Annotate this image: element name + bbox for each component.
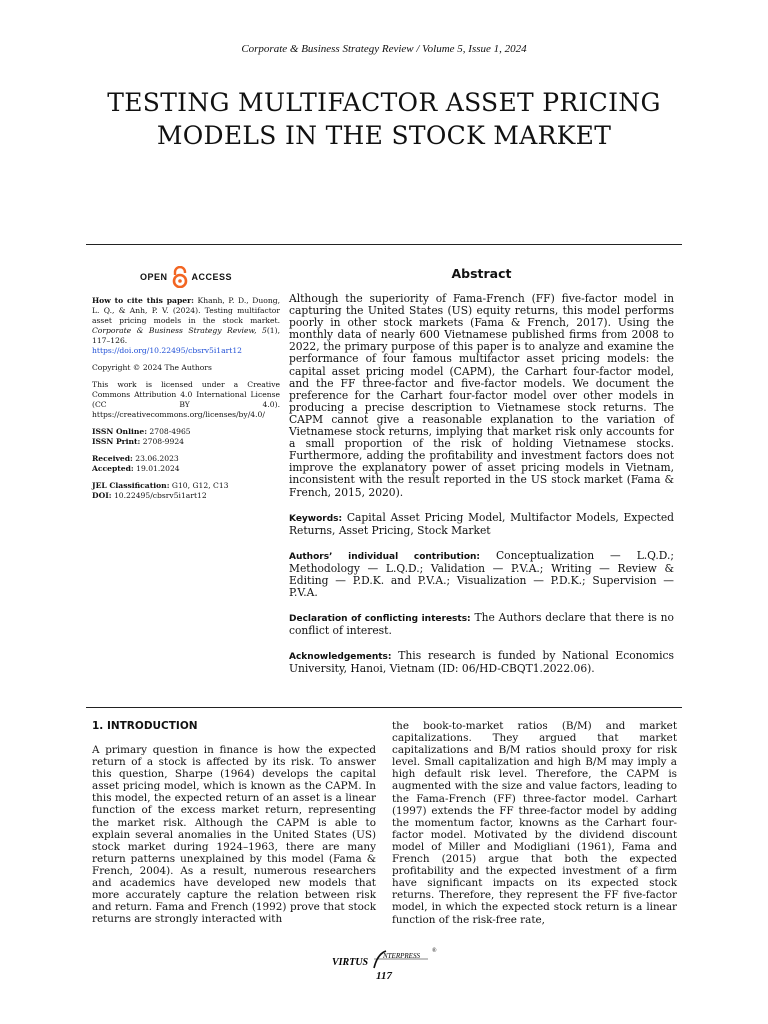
page-number: 117 — [376, 970, 392, 982]
author-contribution: Authors’ individual contribution: Conceptualization — L.Q.D.; Methodology — L.Q.D.; Validation — P.V.A.; Writing — Review & Editing — P.D.K. and P.V.A.; Visualization — P.D.K.; Supervision — P.V.A. — [289, 548, 674, 600]
section-divider — [86, 707, 682, 708]
jel-doi-info: JEL Classification: G10, G12, C13 DOI: 10.22495/cbsrv5i1art12 — [92, 481, 229, 500]
paper-title — [40, 86, 728, 152]
abstract-heading: Abstract — [451, 266, 512, 281]
abstract-body: Although the superiority of Fama-French (FF) five-factor model in capturing the United States (US) equity returns, this model performs poorly in other stock markets (Fama & French, 2017). Using the monthly data of nearly 600 Vietnamese published firms from 2008 to 2022, the primary purpose of this paper is to analyze and examine the performance of four famous multifactor asset pricing models: the capital asset pricing model (CAPM), the Carhart four-factor model, and the FF three-factor and five-factor models. We document the preference for the Carhart four-factor model over other models in producing a precise description to Vietnamese stock returns. The CAPM cannot give a reasonable explanation to the variation of Vietnamese stock returns, implying that market risk only accounts for a small proportion of the risk of holding Vietnamese stocks. Furthermore, adding the profitability and investment factors does not improve the explanatory power of asset pricing models in Vietnam, inconsistent with the result reported in the US stock market (Fama & French, 2015, 2020). — [289, 292, 674, 499]
journal-header: Corporate & Business Strategy Review / Volume 5, Issue 1, 2024 — [241, 43, 527, 55]
license-notice: This work is licensed under a Creative Commons Attribution 4.0 International License (CC BY 4.0). https://creativecommons.org/licenses/by/4.0/ — [92, 380, 280, 419]
logo-virtus-text: VIRTUS — [332, 957, 369, 968]
conflict-declaration: Declaration of conflicting interests: The Authors declare that there is no conflict of interest. — [289, 611, 674, 638]
issn-info: ISSN Online: 2708-4965 ISSN Print: 2708-9924 — [92, 427, 191, 446]
abstract-section — [289, 266, 674, 676]
introduction-paragraph-left: A primary question in finance is how the expected return of a stock is affected by its risk. To answer this question, Sharpe (1964) develops the capital asset pricing model, which is known as the CAPM. In this model, the expected return of an asset is a linear function of the excess market return, representing the market risk. Although the CAPM is able to explain several anomalies in the United States (US) stock market during 1924–1963, there are many return patterns unexplained by this model (Fama & French, 2004). As a result, numerous researchers and academics have developed new models that more accurately capture the relation between risk and return. Fama and French (1992) prove that stock returns are strongly interacted with — [92, 744, 376, 926]
logo-interpress-text: NTERPRESS — [383, 952, 420, 960]
how-to-cite: How to cite this paper: Khanh, P. D., Duong, L. Q., & Anh, P. V. (2024). Testing multifactor asset pricing models in the stock market. Corporate & Business Strategy Review, 5(1), 117–126. https://doi.org/10.22495/cbsrv5i1art12 — [92, 296, 280, 355]
open-access-badge — [92, 266, 280, 288]
body-column-right — [392, 720, 677, 926]
virtus-interpress-logo — [330, 946, 440, 970]
body-column-left — [92, 720, 376, 925]
copyright-notice: Copyright © 2024 The Authors — [92, 363, 212, 372]
article-info-sidebar — [92, 266, 280, 508]
open-access-lock-icon — [172, 266, 188, 288]
logo-registered-mark: ® — [432, 948, 437, 954]
introduction-heading: 1. INTRODUCTION — [92, 720, 198, 732]
citation-doi-link[interactable]: https://doi.org/10.22495/cbsrv5i1art12 — [92, 346, 243, 355]
introduction-paragraph-right: the book-to-market ratios (B/M) and market capitalizations. They argued that market capitalizations and B/M ratios should proxy for risk level. Small capitalization and high B/M may imply a high default risk level. Therefore, the CAPM is augmented with the size and value factors, leading to the Fama-French (FF) three-factor model. Carhart (1997) extends the FF three-factor model by adding the momentum factor, knowns as the Carhart four-factor model. Motivated by the dividend discount model of Miller and Modigliani (1961), Fama and French (2015) argue that both the expected profitability and the expected investment of a firm have significant impacts on its expected stock returns. Therefore, they represent the FF five-factor model, in which the expected stock return is a linear function of the risk-free rate, — [392, 720, 677, 926]
open-access-access-label: ACCESS — [191, 272, 233, 282]
open-access-open-label: OPEN — [139, 272, 168, 282]
keywords: Keywords: Capital Asset Pricing Model, Multifactor Models, Expected Returns, Asset Pricing, Stock Market — [289, 510, 674, 537]
title-line-2: MODELS IN THE STOCK MARKET — [156, 121, 612, 150]
dates-info: Received: 23.06.2023 Accepted: 19.01.2024 — [92, 454, 180, 473]
acknowledgements: Acknowledgements: This research is funded by National Economics University, Hanoi, Vietnam (ID: 06/HD-CBQT1.2022.06). — [289, 649, 674, 676]
title-line-1: TESTING MULTIFACTOR ASSET PRICING — [107, 88, 661, 117]
top-divider — [86, 244, 682, 245]
